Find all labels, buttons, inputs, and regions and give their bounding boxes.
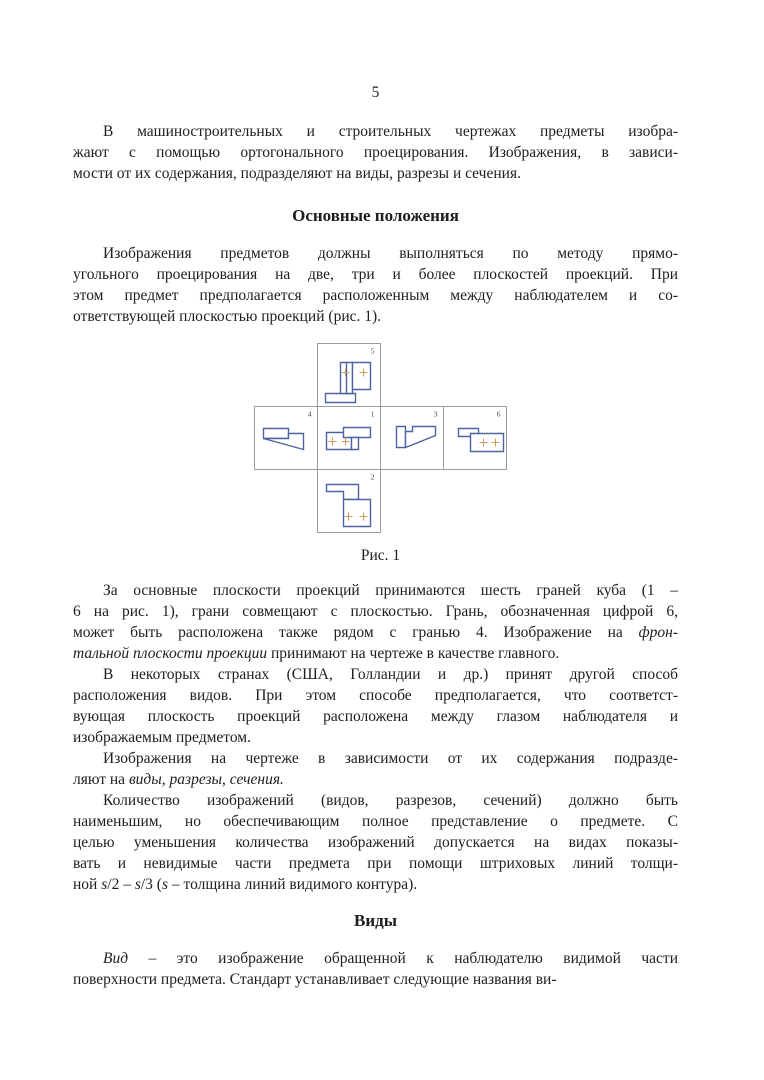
- figure-panel-4: [255, 407, 318, 470]
- panel-number: 1: [370, 409, 375, 419]
- paragraph-intro: [73, 121, 678, 184]
- projection-cube-diagram: [254, 343, 507, 533]
- text-line: целью уменьшения количества изображений допускается на видах показы-: [73, 834, 678, 851]
- text-line: Количество изображений (видов, разрезов, сечений) должно быть: [103, 792, 678, 809]
- text-line: мости от их содержания, подразделяют на виды, разрезы и сечения.: [73, 165, 521, 182]
- paragraph-image-division: [73, 748, 678, 790]
- section-heading-views: Виды: [353, 911, 397, 930]
- figure-1: [78, 343, 683, 566]
- projection-outline: [264, 429, 289, 439]
- projection-outline: [344, 500, 371, 527]
- text-line: ляют на виды, разрезы, сечения.: [73, 771, 284, 788]
- figure-caption: Рис. 1: [360, 547, 401, 564]
- projection-outline: [397, 427, 406, 448]
- panel-number: 2: [370, 472, 375, 482]
- text-line: наименьшим, но обеспечивающим полное представление о предмете. С: [73, 813, 678, 830]
- figure-panel-6: [444, 407, 507, 470]
- text-line: 6 на рис. 1), грани совмещают с плоскостью. Грань, обозначенная цифрой 6,: [73, 603, 678, 620]
- text-line: расположения видов. При этом способе предполагается, что соответст-: [73, 687, 678, 704]
- text-line: В некоторых странах (США, Голландии и др.) принят другой способ: [103, 666, 678, 683]
- text-line: ответствующей плоскостью проекций (рис. 1).: [73, 308, 382, 325]
- text-line: тальной плоскости проекции принимают на чертеже в качестве главного.: [73, 645, 560, 662]
- projection-outline: [326, 394, 356, 403]
- paragraph-view-definition: [73, 948, 678, 990]
- paragraph-other-countries: [73, 664, 678, 748]
- figure-panel-1: [318, 407, 381, 470]
- projection-outline: [353, 363, 371, 390]
- text-line: Изображения предметов должны выполняться по методу прямо-: [103, 245, 678, 262]
- text-line: вать и невидимые части предмета при помощи штриховых линий толщи-: [73, 855, 678, 872]
- figure-panel-5: [318, 344, 381, 407]
- text-line: Вид – это изображение обращенной к наблюдателю видимой части: [103, 950, 678, 967]
- text-line: угольного проецирования на две, три и более плоскостей проекций. При: [73, 266, 678, 283]
- paragraph-projection-method: [73, 243, 678, 327]
- panel-number: 5: [370, 346, 375, 356]
- panel-number: 4: [307, 409, 312, 419]
- text-line: ной s/2 – s/3 (s – толщина линий видимого контура).: [73, 876, 418, 893]
- section-heading-basic-provisions: Основные положения: [292, 206, 459, 225]
- projection-outline: [352, 438, 359, 450]
- figure-panel-2: [318, 470, 381, 533]
- paragraph-image-quantity: [73, 790, 678, 895]
- text-line: За основные плоскости проекций принимаются шесть граней куба (1 –: [103, 582, 678, 599]
- text-line: поверхности предмета. Стандарт устанавливает следующие названия ви-: [73, 971, 557, 988]
- figure-panel-3: [381, 407, 444, 470]
- text-line: этом предмет предполагается расположенным между наблюдателем и со-: [73, 287, 678, 304]
- projection-outline: [344, 428, 371, 438]
- text-line: может быть расположена также рядом с гранью 4. Изображение на фрон-: [73, 624, 678, 641]
- text-line: изображаемым предметом.: [73, 729, 251, 746]
- text-line: Изображения на чертеже в зависимости от их содержания подразде-: [103, 750, 678, 767]
- text-line: жают с помощью ортогонального проецирования. Изображения, в зависи-: [73, 144, 678, 161]
- panel-number: 6: [496, 409, 501, 419]
- page-number: 5: [371, 84, 380, 101]
- panel-number: 3: [433, 409, 438, 419]
- text-line: В машиностроительных и строительных чертежах предметы изобра-: [103, 123, 678, 140]
- paragraph-cube-faces: [73, 580, 678, 664]
- text-line: вующая плоскость проекций расположена между глазом наблюдателя и: [73, 708, 678, 725]
